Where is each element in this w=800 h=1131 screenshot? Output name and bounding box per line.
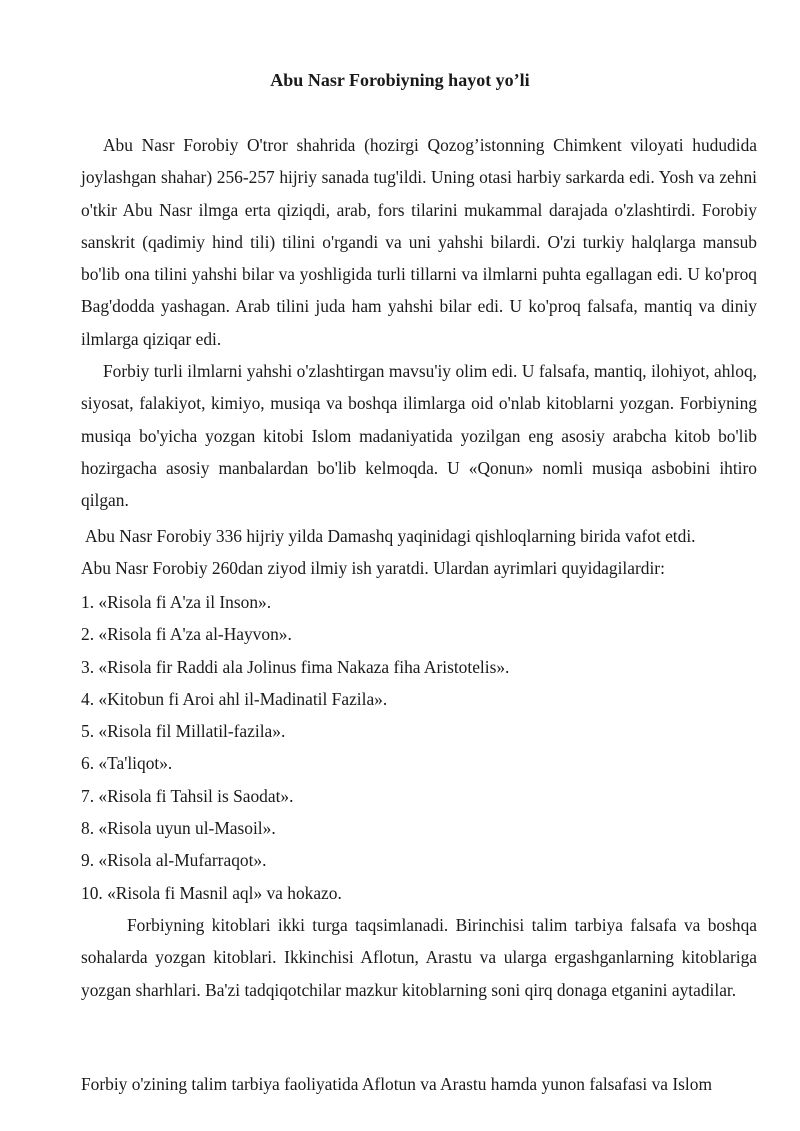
paragraph-scholarship: Forbiy turli ilmlarni yahshi o'zlashtirgan mavsu'iy olim edi. U falsafa, mantiq, ilohiyot, ahloq, siyosat, falakiyot, kimiyo, musiqa va boshqa ilimlarga oid o'nlab kitoblarni yozgan. Forbiyning musiqa bo'yicha yozgan kitobi Islom madaniyatida yozilgan eng asosiy arabcha kitob bo'lib hozirgacha asosiy manbalardan bo'lib kelmoqda. U «Qonun» nomli musiqa asbobini ihtiro qilgan. xyxy=(81,361,757,511)
paragraph-works-intro: Abu Nasr Forobiy 260dan ziyod ilmiy ish yaratdi. Ulardan ayrimlari quyidagilardir: xyxy=(81,558,665,578)
list-item: 5. «Risola fil Millatil-fazila». xyxy=(81,721,286,742)
list-item: 1. «Risola fi A'za il Inson». xyxy=(81,592,272,612)
list-item: 9. «Risola al-Mufarraqot». xyxy=(81,850,267,871)
list-item: 2. «Risola fi A'za al-Hayvon». xyxy=(81,624,292,645)
paragraph-book-types: Forbiyning kitoblari ikki turga taqsimlanadi. Birinchisi talim tarbiya falsafa va boshqa sohalarda yozgan kitoblari. Ikkinchisi Aflotun, Arastu va ularga ergashganlarning kitoblariga yozgan sharhlari. Ba'zi tadqiqotchilar mazkur kitoblarning soni qirq donaga etganini aytadilar. xyxy=(81,915,757,1000)
works-list xyxy=(81,586,757,909)
document-title: Abu Nasr Forobiyning hayot yo’li xyxy=(270,70,530,90)
paragraph-education: Forbiy o'zining talim tarbiya faoliyatida Aflotun va Arastu hamda yunon falsafasi va Islom xyxy=(81,1074,712,1094)
paragraph-death: Abu Nasr Forobiy 336 hijriy yilda Damashq yaqinidagi qishloqlarning birida vafot etdi. xyxy=(85,526,696,546)
list-item: 8. «Risola uyun ul-Masoil». xyxy=(81,818,276,839)
list-item: 3. «Risola fir Raddi ala Jolinus fima Nakaza fiha Aristotelis». xyxy=(81,656,510,677)
list-item: 10. «Risola fi Masnil aql» va hokazo. xyxy=(81,882,342,903)
paragraph-biography: Abu Nasr Forobiy O'tror shahrida (hozirgi Qozog’istonning Chimkent viloyati hududida joylashgan shahar) 256-257 hijriy sanada tug'ildi. Uning otasi harbiy sarkarda edi. Yosh va zehni o'tkir Abu Nasr ilmga erta qiziqdi, arab, fors tilarini mukammal darajada o'zlashtirdi. Forobiy sanskrit (qadimiy hind tili) tilini o'rgandi va uni yahshi bilardi. O'zi turkiy halqlarga mansub bo'lib ona tilini yahshi bilar va yoshligida turli tillarni va ilmlarni puhta egallagan edi. U ko'proq Bag'dodda yashagan. Arab tilini juda ham yahshi bilar edi. U ko'proq falsafa, mantiq va diniy ilmlarga qiziqar edi. xyxy=(81,135,757,349)
list-item: 7. «Risola fi Tahsil is Saodat». xyxy=(81,785,294,806)
list-item: 6. «Ta'liqot». xyxy=(81,753,173,774)
list-item: 4. «Kitobun fi Aroi ahl il-Madinatil Fazila». xyxy=(81,688,388,709)
